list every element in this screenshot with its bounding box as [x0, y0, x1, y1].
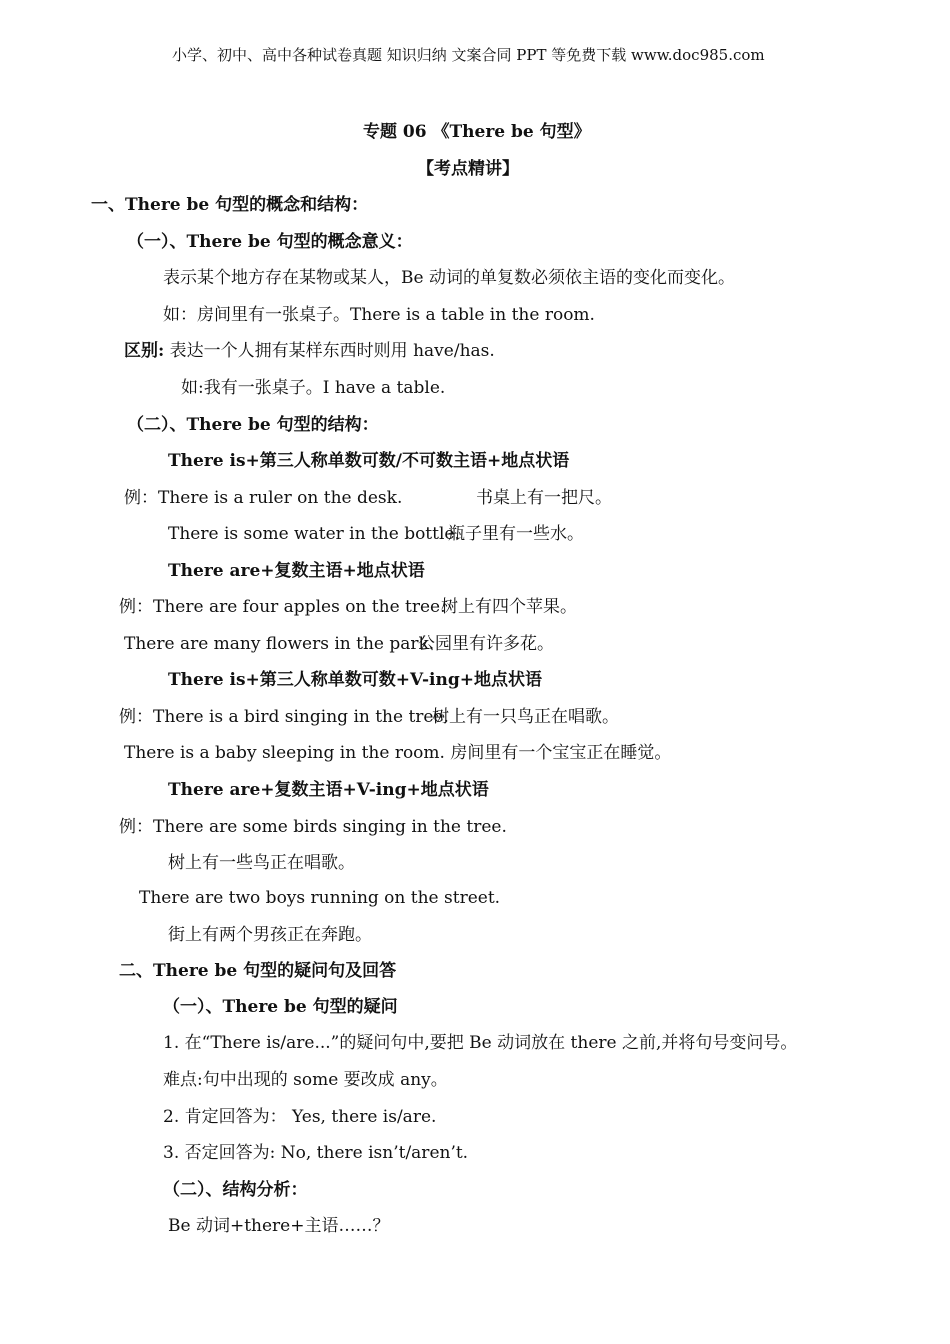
pattern1-example1-en: 例：There is a ruler on the desk. — [124, 488, 403, 508]
structure-formula: Be 动词+there+主语……？ — [168, 1216, 390, 1236]
section1-part1-heading: （一）、There be 句型的概念意义： — [127, 232, 413, 252]
definition-example: 如：房间里有一张桌子。There is a table in the room. — [163, 305, 595, 325]
pattern4-example2-en: There are two boys running on the street. — [139, 888, 501, 908]
document-title: 专题 06 《There be 句型》 — [363, 122, 591, 142]
page-header: 小学、初中、高中各种试卷真题 知识归纳 文案合同 PPT 等免费下载 www.doc985.com — [172, 46, 765, 64]
pattern3-example1-en: 例：There is a bird singing in the tree. — [119, 707, 449, 727]
pattern4-example2-cn: 街上有两个男孩正在奔跑。 — [168, 925, 372, 945]
pattern1-example2-en: There is some water in the bottle. — [168, 524, 460, 544]
section1-part2-heading: （二）、There be 句型的结构： — [127, 415, 379, 435]
pattern1-example2-cn: 瓶子里有一些水。 — [448, 524, 584, 544]
pattern2-example2-en: There are many flowers in the park. — [124, 634, 435, 654]
pattern4-example1-cn: 树上有一些鸟正在唱歌。 — [168, 853, 355, 873]
pattern-3: There is+第三人称单数可数+V-ing+地点状语 — [168, 670, 542, 690]
difference-label: 区别: — [124, 341, 165, 361]
document-subtitle: 【考点精讲】 — [417, 159, 519, 179]
pattern2-example2-cn: 公园里有许多花。 — [418, 634, 554, 654]
question-difficulty: 难点:句中出现的 some 要改成 any。 — [163, 1070, 448, 1090]
section2-heading: 二、There be 句型的疑问句及回答 — [119, 961, 397, 981]
pattern3-example2: There is a baby sleeping in the room. 房间里有一个宝宝正在睡觉。 — [124, 743, 672, 763]
difference-example: 如:我有一张桌子。I have a table. — [181, 378, 446, 398]
question-rule-1: 1. 在“There is/are...”的疑问句中,要把 Be 动词放在 there 之前,并将句号变问号。 — [163, 1033, 798, 1053]
section1-heading: 一、There be 句型的概念和结构： — [91, 195, 369, 215]
positive-answer: 2. 肯定回答为： Yes, there is/are. — [163, 1107, 437, 1127]
pattern-2: There are+复数主语+地点状语 — [168, 561, 425, 581]
section2-part1-heading: （一）、There be 句型的疑问 — [163, 997, 398, 1017]
negative-answer: 3. 否定回答为: No, there isn’t/aren’t. — [163, 1143, 469, 1163]
difference-line — [124, 340, 495, 362]
pattern3-example1-cn: 树上有一只鸟正在唱歌。 — [432, 707, 619, 727]
section2-part2-heading: （二）、结构分析： — [163, 1180, 308, 1200]
pattern2-example1-cn: 树上有四个苹果。 — [441, 597, 577, 617]
definition-text: 表示某个地方存在某物或某人，Be 动词的单复数必须依主语的变化而变化。 — [163, 268, 735, 288]
pattern4-example1-en: 例：There are some birds singing in the tree. — [119, 817, 507, 837]
pattern-4: There are+复数主语+V-ing+地点状语 — [168, 780, 489, 800]
pattern1-example1-cn: 书桌上有一把尺。 — [476, 488, 612, 508]
difference-text: 表达一个人拥有某样东西时则用 have/has. — [164, 341, 495, 361]
pattern-1: There is+第三人称单数可数/不可数主语+地点状语 — [168, 451, 570, 471]
pattern2-example1-en: 例：There are four apples on the tree. — [119, 597, 446, 617]
